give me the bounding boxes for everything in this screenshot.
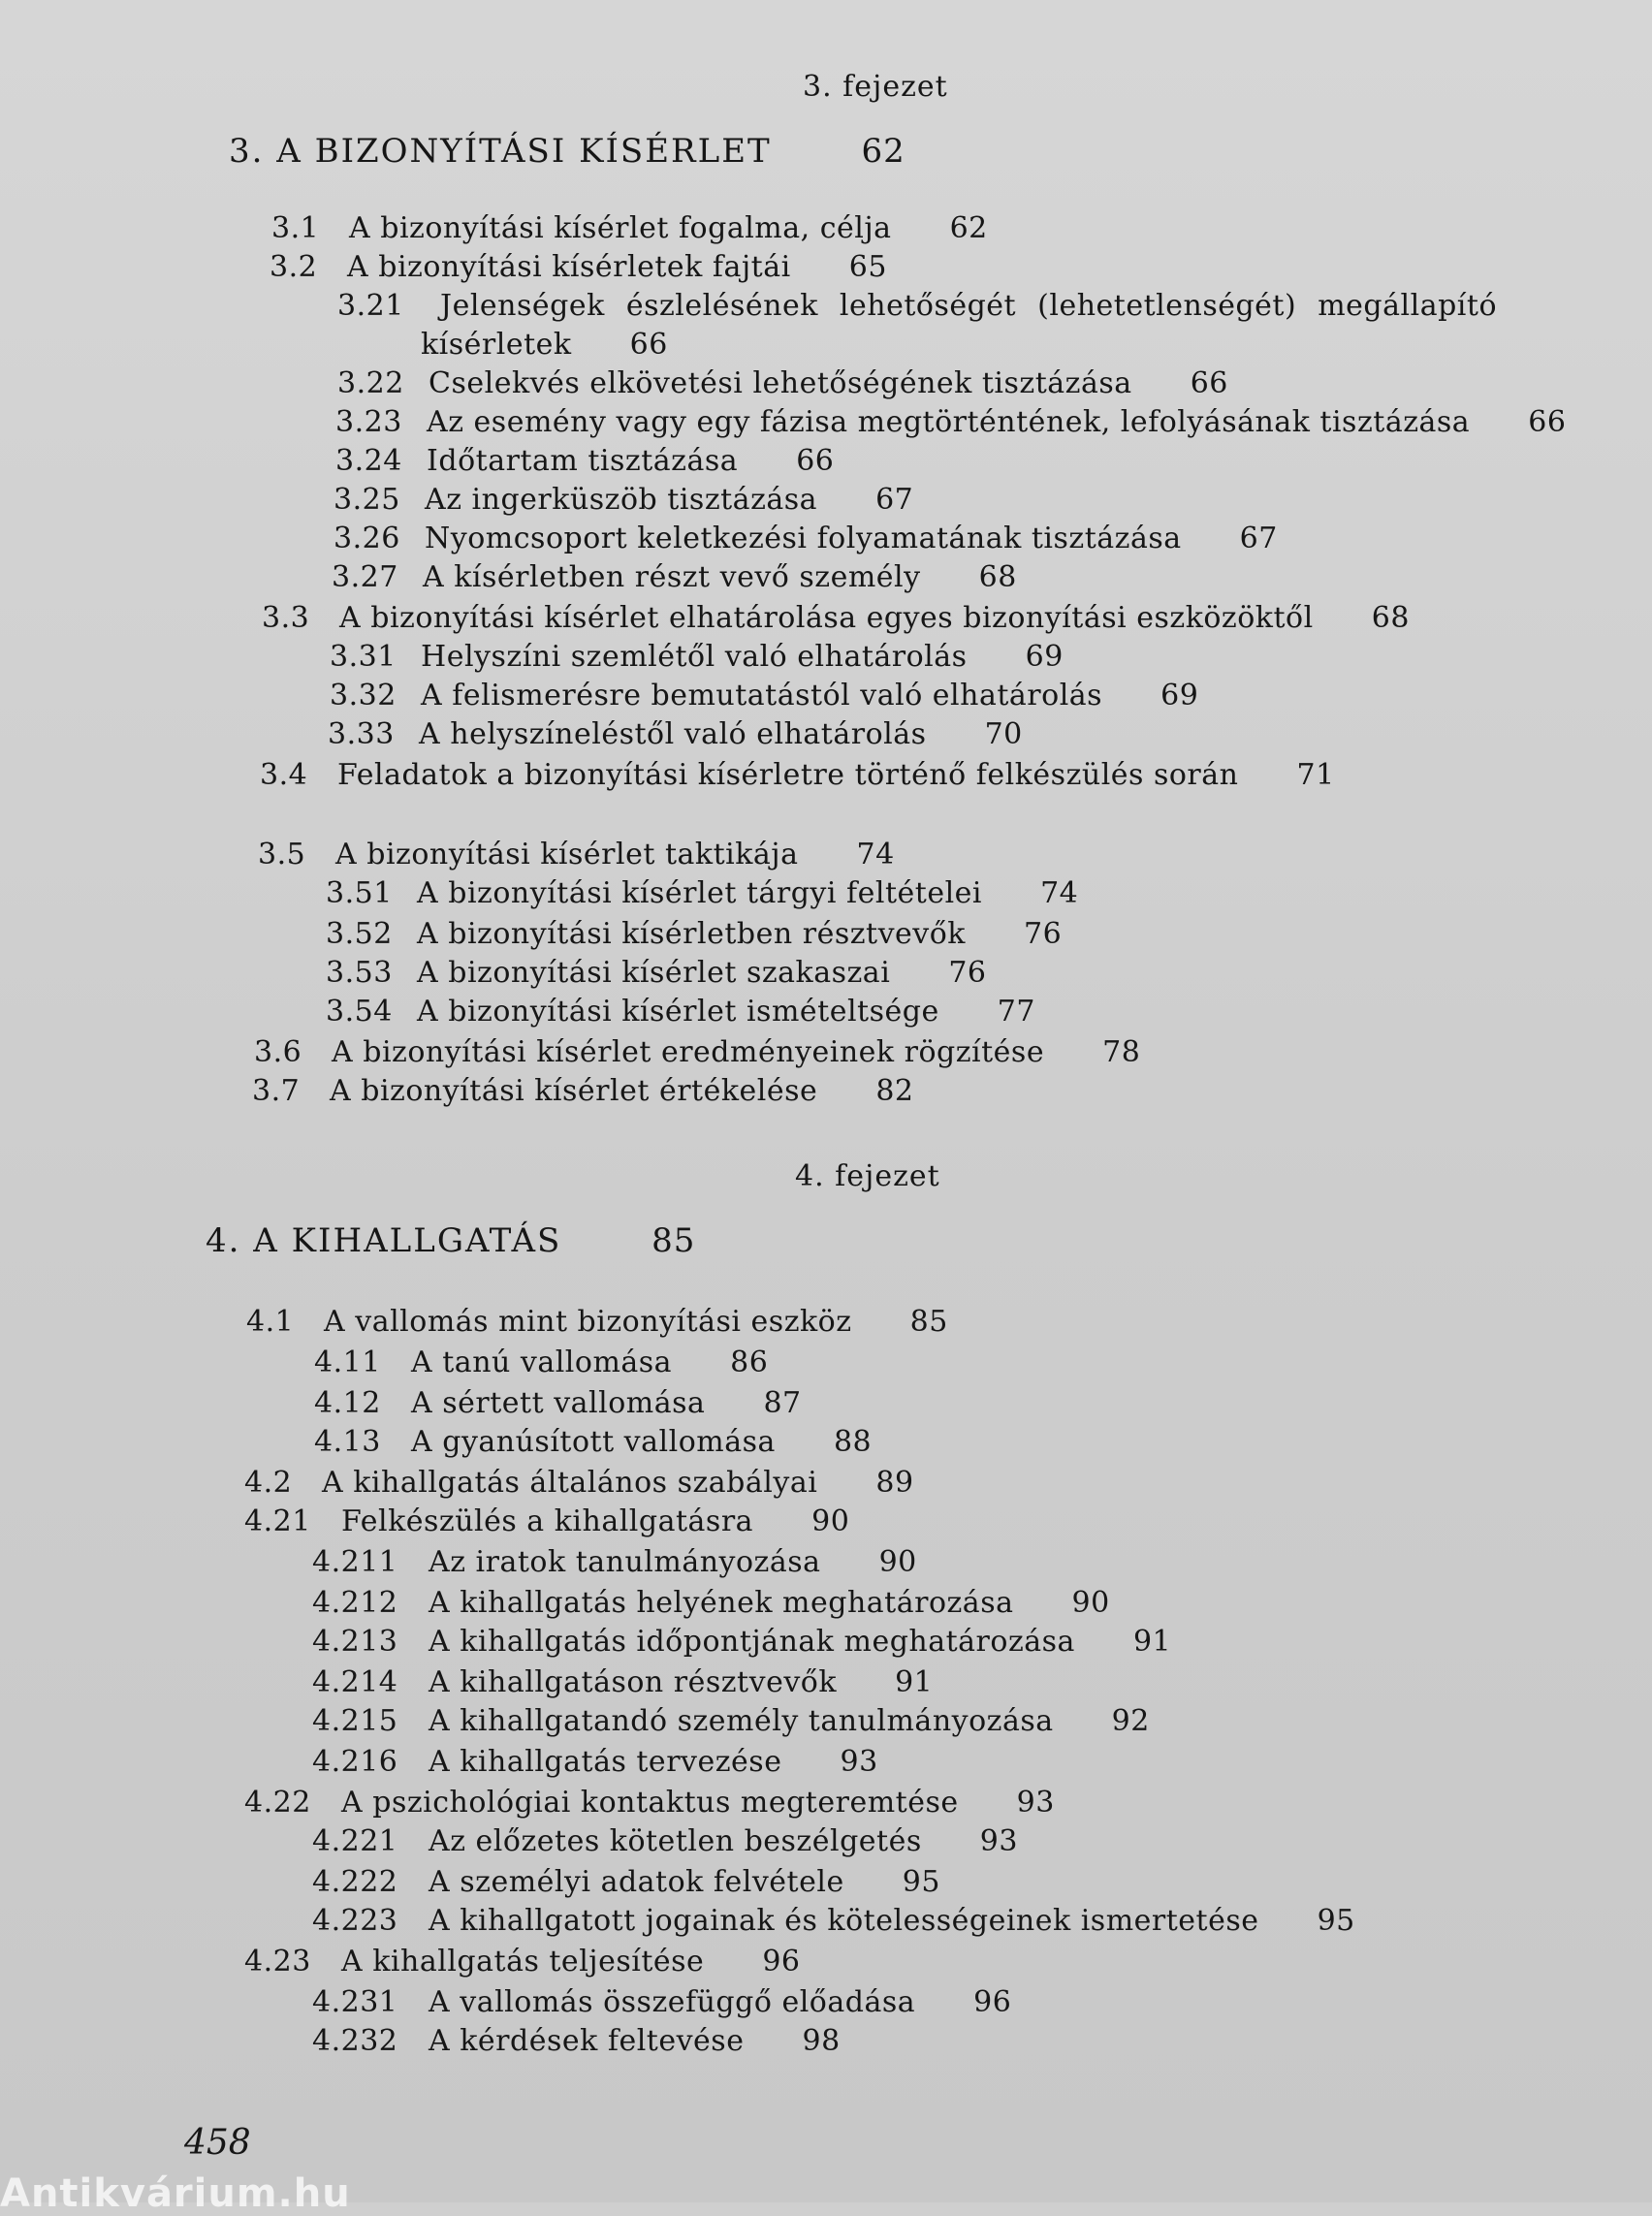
toc-entry-number: 4.215 [312, 1704, 398, 1738]
toc-entry[interactable] [258, 838, 895, 871]
toc-entry[interactable] [328, 717, 1023, 751]
toc-entry-number: 4.213 [312, 1625, 398, 1659]
toc-entry-number: 3.22 [337, 366, 404, 400]
toc-entry-number: 3.1 [271, 211, 320, 245]
toc-entry[interactable] [252, 1074, 914, 1108]
toc-entry[interactable] [314, 1386, 802, 1420]
toc-entry-page: 68 [978, 560, 1017, 594]
toc-entry-text: A bizonyítási kísérletek fajtái [347, 250, 791, 284]
toc-entry-page: 78 [1102, 1035, 1141, 1069]
toc-entry-number: 3.5 [258, 838, 306, 871]
toc-entry[interactable] [326, 917, 1062, 951]
toc-entry-text: A bizonyítási kísérlet eredményeinek rögzítése [332, 1035, 1045, 1069]
toc-entry-number: 3.7 [252, 1074, 301, 1108]
toc-entry-page: 96 [973, 1985, 1012, 2019]
toc-entry-number: 3.27 [332, 560, 398, 594]
toc-entry-number: 4.13 [314, 1425, 381, 1459]
toc-entry-page: 65 [848, 250, 887, 284]
toc-entry-text: A bizonyítási kísérletben résztvevők [417, 917, 966, 951]
toc-entry-text: A személyi adatok felvétele [429, 1865, 844, 1899]
toc-entry[interactable] [312, 1745, 878, 1779]
toc-entry[interactable] [244, 1466, 914, 1500]
chapter-4-title [206, 1221, 695, 1260]
toc-entry-text: A helyszíneléstől való elhatárolás [419, 717, 927, 751]
chapter-3-title [229, 132, 905, 171]
toc-entry-number: 3.25 [334, 483, 400, 517]
toc-entry-text: Az iratok tanulmányozása [429, 1545, 821, 1579]
watermark: Antikvárium.hu [0, 2171, 351, 2216]
page-number: 458 [184, 2123, 251, 2163]
toc-entry-number: 4.2 [244, 1466, 293, 1500]
toc-entry[interactable] [244, 1786, 1055, 1820]
toc-entry-number: 3.51 [326, 876, 393, 910]
toc-entry-text: A bizonyítási kísérlet fogalma, célja [349, 211, 892, 245]
chapter-4-title-text: A KIHALLGATÁS [253, 1221, 562, 1260]
toc-entry[interactable] [254, 1035, 1140, 1069]
toc-entry-text: A kísérletben részt vevő személy [423, 560, 921, 594]
toc-entry-number: 4.21 [244, 1504, 311, 1538]
toc-entry-page: 70 [984, 717, 1023, 751]
toc-entry-page: 98 [802, 2024, 841, 2058]
toc-entry-text: Az előzetes kötetlen beszélgetés [429, 1824, 922, 1858]
toc-entry[interactable] [260, 758, 1335, 792]
toc-entry[interactable] [326, 956, 987, 990]
toc-entry-text: A tanú vallomása [411, 1345, 673, 1379]
toc-entry-page: 82 [875, 1074, 914, 1108]
chapter-4-page: 85 [651, 1221, 696, 1260]
toc-entry-text: Feladatok a bizonyítási kísérletre történő felkészülés során [337, 758, 1239, 792]
toc-entry-page: 68 [1371, 601, 1410, 635]
toc-entry-page: 92 [1111, 1704, 1150, 1738]
toc-entry-page: 91 [895, 1665, 934, 1699]
toc-entry-number: 4.11 [314, 1345, 381, 1379]
toc-entry[interactable] [312, 1824, 1018, 1858]
toc-entry-text: A felismerésre bemutatástól való elhatárolás [421, 679, 1103, 712]
toc-entry-page: 66 [1528, 405, 1567, 439]
toc-entry-text: A bizonyítási kísérlet értékelése [330, 1074, 818, 1108]
toc-entry-number: 3.53 [326, 956, 393, 990]
toc-entry-page: 74 [1040, 876, 1079, 910]
toc-entry-text: A kihallgatott jogainak és kötelességeinek ismertetése [429, 1904, 1259, 1938]
toc-entry-page: 76 [948, 956, 987, 990]
toc-entry-text: A bizonyítási kísérlet elhatárolása egyes bizonyítási eszközöktől [339, 601, 1314, 635]
toc-entry-number: 3.33 [328, 717, 395, 751]
chapter-3-number: 3. [229, 132, 265, 171]
toc-entry-text: A kihallgatás teljesítése [341, 1945, 705, 1979]
toc-entry-text: Helyszíni szemlétől való elhatárolás [421, 640, 968, 674]
toc-entry[interactable] [312, 1904, 1355, 1938]
toc-entry-page: 95 [902, 1865, 940, 1899]
toc-entry-text: Jelenségek észlelésének lehetőségét (lehetetlenségét) megállapító [440, 289, 1497, 323]
toc-entry[interactable] [330, 640, 1064, 674]
toc-entry-text: A kihallgatás időpontjának meghatározása [429, 1625, 1075, 1659]
toc-entry[interactable] [330, 679, 1198, 712]
toc-entry-number: 3.31 [330, 640, 397, 674]
toc-entry-number: 3.2 [270, 250, 318, 284]
toc-entry-text: A kérdések feltevése [429, 2024, 745, 2058]
toc-entry-page: 93 [840, 1745, 878, 1779]
toc-entry[interactable] [270, 250, 887, 284]
toc-entry-number: 3.6 [254, 1035, 302, 1069]
toc-entry[interactable] [312, 1586, 1110, 1620]
toc-entry-page: 62 [949, 211, 988, 245]
toc-entry-text: Cselekvés elkövetési lehetőségének tisztázása [429, 366, 1132, 400]
toc-entry-page: 67 [1239, 522, 1278, 555]
chapter-4-number: 4. [206, 1221, 241, 1260]
toc-entry-number: 3.24 [335, 444, 402, 478]
toc-entry-number: 3.4 [260, 758, 308, 792]
toc-entry[interactable] [337, 289, 1497, 323]
toc-entry-number: 4.232 [312, 2024, 398, 2058]
toc-entry-text: A kihallgatáson résztvevők [429, 1665, 838, 1699]
toc-entry-page: 93 [1016, 1786, 1055, 1820]
toc-entry-number: 4.222 [312, 1865, 398, 1899]
toc-entry-number: 4.22 [244, 1786, 311, 1820]
toc-entry-text: A bizonyítási kísérlet szakaszai [417, 956, 891, 990]
toc-entry-text: A bizonyítási kísérlet taktikája [335, 838, 799, 871]
toc-entry-number: 3.23 [335, 405, 402, 439]
toc-entry-number: 4.231 [312, 1985, 398, 2019]
toc-entry-page: 74 [856, 838, 895, 871]
toc-entry-continuation[interactable] [421, 328, 668, 362]
toc-entry-number: 4.216 [312, 1745, 398, 1779]
toc-entry-page: 95 [1317, 1904, 1355, 1938]
toc-entry[interactable] [334, 483, 913, 517]
toc-entry-text: Felkészülés a kihallgatásra [341, 1504, 754, 1538]
toc-entry-number: 3.52 [326, 917, 393, 951]
toc-entry-page: 89 [875, 1466, 914, 1500]
toc-entry-text: A vallomás mint bizonyítási eszköz [324, 1305, 852, 1339]
toc-entry-number: 4.211 [312, 1545, 398, 1579]
toc-entry-page: 69 [1025, 640, 1064, 674]
chapter-3-title-text: A BIZONYÍTÁSI KÍSÉRLET [276, 132, 772, 171]
toc-entry[interactable] [244, 1504, 849, 1538]
toc-entry[interactable] [337, 366, 1228, 400]
toc-entry[interactable] [312, 1665, 933, 1699]
toc-entry-page: 90 [811, 1504, 850, 1538]
toc-entry-number: 3.26 [334, 522, 400, 555]
toc-entry-page: 91 [1132, 1625, 1172, 1659]
toc-entry[interactable] [332, 560, 1017, 594]
toc-entry[interactable] [312, 1704, 1150, 1738]
toc-entry-number: 4.23 [244, 1945, 311, 1979]
toc-entry[interactable] [334, 522, 1278, 555]
toc-entry-text: A pszichológiai kontaktus megteremtése [341, 1786, 959, 1820]
toc-entry-text: A gyanúsított vallomása [411, 1425, 776, 1459]
toc-entry-number: 3.32 [330, 679, 397, 712]
toc-entry-number: 3.21 [337, 289, 404, 323]
toc-entry-number: 4.221 [312, 1824, 398, 1858]
toc-entry-page: 71 [1296, 758, 1335, 792]
toc-entry-page: 96 [762, 1945, 801, 1979]
toc-entry-text: Az ingerküszöb tisztázása [425, 483, 818, 517]
toc-entry[interactable] [335, 444, 834, 478]
toc-entry-text: A sértett vallomása [411, 1386, 706, 1420]
toc-entry-number: 4.223 [312, 1904, 398, 1938]
toc-entry-text: Nyomcsoport keletkezési folyamatának tisztázása [425, 522, 1182, 555]
toc-entry[interactable] [326, 876, 1078, 910]
toc-entry-number: 4.212 [312, 1586, 398, 1620]
toc-entry-page: 66 [629, 328, 668, 362]
toc-entry-page: 85 [909, 1305, 948, 1339]
toc-entry[interactable] [312, 2024, 841, 2058]
toc-entry[interactable] [312, 1545, 917, 1579]
toc-entry-page: 76 [1024, 917, 1063, 951]
toc-entry[interactable] [246, 1305, 948, 1339]
toc-entry[interactable] [271, 211, 988, 245]
toc-entry-text: kísérletek [421, 328, 572, 362]
toc-entry-page: 93 [979, 1824, 1018, 1858]
toc-entry-number: 3.54 [326, 995, 393, 1029]
toc-entry-page: 88 [833, 1425, 873, 1459]
toc-entry-number: 4.214 [312, 1665, 398, 1699]
toc-entry-text: Az esemény vagy egy fázisa megtörténtének, lefolyásának tisztázása [427, 405, 1471, 439]
toc-entry-number: 4.12 [314, 1386, 381, 1420]
toc-entry-text: A bizonyítási kísérlet tárgyi feltételei [417, 876, 983, 910]
toc-entry-text: Időtartam tisztázása [427, 444, 739, 478]
toc-entry-text: A kihallgatás helyének meghatározása [429, 1586, 1014, 1620]
toc-entry-page: 90 [1071, 1586, 1110, 1620]
toc-entry[interactable] [314, 1425, 872, 1459]
toc-entry-number: 4.1 [246, 1305, 295, 1339]
chapter-3-page: 62 [861, 132, 905, 171]
toc-entry-text: A kihallgatás tervezése [429, 1745, 782, 1779]
toc-entry-page: 90 [878, 1545, 917, 1579]
chapter-4-label: 4. fejezet [795, 1159, 940, 1193]
toc-entry-page: 69 [1160, 679, 1199, 712]
toc-entry[interactable] [262, 601, 1410, 635]
toc-entry-page: 66 [796, 444, 835, 478]
toc-entry-page: 77 [997, 995, 1035, 1029]
chapter-3-label: 3. fejezet [803, 70, 948, 104]
toc-entry-number: 3.3 [262, 601, 310, 635]
toc-entry[interactable] [244, 1945, 801, 1979]
toc-entry[interactable] [335, 405, 1566, 439]
toc-entry-page: 86 [730, 1345, 769, 1379]
toc-entry[interactable] [312, 1865, 940, 1899]
toc-entry-text: A vallomás összefüggő előadása [429, 1985, 916, 2019]
toc-entry-page: 87 [763, 1386, 802, 1420]
toc-entry-text: A kihallgatandó személy tanulmányozása [429, 1704, 1054, 1738]
toc-entry[interactable] [326, 995, 1035, 1029]
toc-entry-page: 67 [875, 483, 914, 517]
toc-entry-page: 66 [1190, 366, 1228, 400]
toc-entry[interactable] [312, 1625, 1171, 1659]
toc-entry[interactable] [312, 1985, 1011, 2019]
toc-entry-text: A bizonyítási kísérlet ismételtsége [417, 995, 939, 1029]
toc-entry[interactable] [314, 1345, 768, 1379]
toc-entry-text: A kihallgatás általános szabályai [322, 1466, 818, 1500]
